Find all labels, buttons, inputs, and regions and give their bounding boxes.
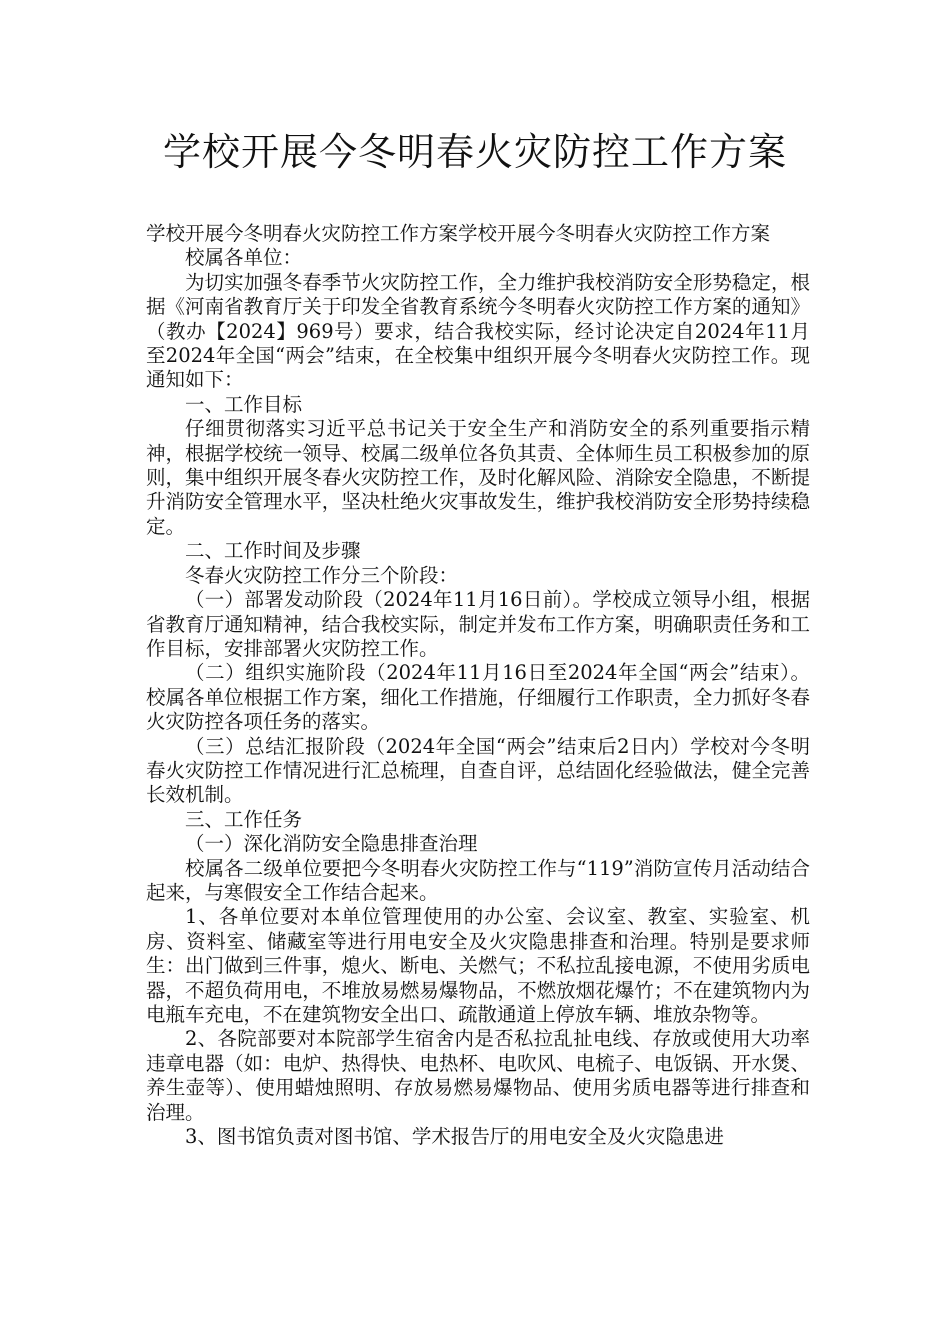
paragraph-stages-intro: 冬春火灾防控工作分三个阶段： <box>185 563 459 587</box>
paragraph-goal: 仔细贯彻落实习近平总书记关于安全生产和消防安全的系列重要指示精神，根据学校统一领导、校属二级单位各负其责、全体师生员工积极参加的原则，集中组织开展冬春火灾防控工作，及时化解风险、消除安全隐患，不断提升消防安全管理水平，坚决杜绝火灾事故发生，维护我校消防安全形势持续稳定。 <box>146 417 810 538</box>
paragraph-item-1: 1、各单位要对本单位管理使用的办公室、会议室、教室、实验室、机房、资料室、储藏室等进行用电安全及火灾隐患排查和治理。特别是要求师生：出门做到三件事，熄火、断电、关燃气；不私拉乱接电源，不使用劣质电器，不超负荷用电，不堆放易燃易爆物品，不燃放烟花爆竹；不在建筑物内为电瓶车充电，不在建筑物安全出口、疏散通道上停放车辆、堆放杂物等。 <box>146 905 810 1026</box>
paragraph-header-repeat: 学校开展今冬明春火灾防控工作方案学校开展今冬明春火灾防控工作方案 <box>146 222 771 245</box>
paragraph-item-2: 2、各院部要对本院部学生宿舍内是否私拉乱扯电线、存放或使用大功率违章电器（如：电炉、热得快、电热杯、电吹风、电梳子、电饭锅、开水煲、养生壶等）、使用蜡烛照明、存放易燃易爆物品、使用劣质电器等进行排查和治理。 <box>146 1027 810 1124</box>
section-heading-schedule: 二、工作时间及步骤 <box>185 539 361 563</box>
paragraph-item-3: 3、图书馆负责对图书馆、学术报告厅的用电安全及火灾隐患进 <box>185 1125 724 1149</box>
paragraph-stage-1: （一）部署发动阶段（2024年11月16日前）。学校成立领导小组，根据省教育厅通知精神，结合我校实际，制定并发布工作方案，明确职责任务和工作目标，安排部署火灾防控工作。 <box>146 588 810 660</box>
paragraph-stage-3: （三）总结汇报阶段（2024年全国“两会”结束后2日内）学校对今冬明春火灾防控工作情况进行汇总梳理，自查自评，总结固化经验做法，健全完善长效机制。 <box>146 734 810 807</box>
paragraph-stage-2: （二）组织实施阶段（2024年11月16日至2024年全国“两会”结束）。校属各单位根据工作方案，细化工作措施，仔细履行工作职责，全力抓好冬春火灾防控各项任务的落实。 <box>146 661 810 734</box>
document-body <box>146 222 810 1149</box>
paragraph-salutation: 校属各单位： <box>185 246 303 270</box>
document-title: 学校开展今冬明春火灾防控工作方案 <box>162 130 787 174</box>
subsection-heading-inspection: （一）深化消防安全隐患排查治理 <box>185 832 478 856</box>
section-heading-tasks: 三、工作任务 <box>185 807 303 831</box>
section-heading-goal: 一、工作目标 <box>185 392 303 416</box>
paragraph-inspection-intro: 校属各二级单位要把今冬明春火灾防控工作与“119”消防宣传月活动结合起来，与寒假安全工作结合起来。 <box>146 856 810 904</box>
paragraph-intro: 为切实加强冬春季节火灾防控工作，全力维护我校消防安全形势稳定，根据《河南省教育厅关于印发全省教育系统今冬明春火灾防控工作方案的通知》（教办【2024】969号）要求，结合我校实际，经讨论决定自2024年11月至2024年全国“两会”结束，在全校集中组织开展今冬明春火灾防控工作。现通知如下： <box>146 270 810 392</box>
